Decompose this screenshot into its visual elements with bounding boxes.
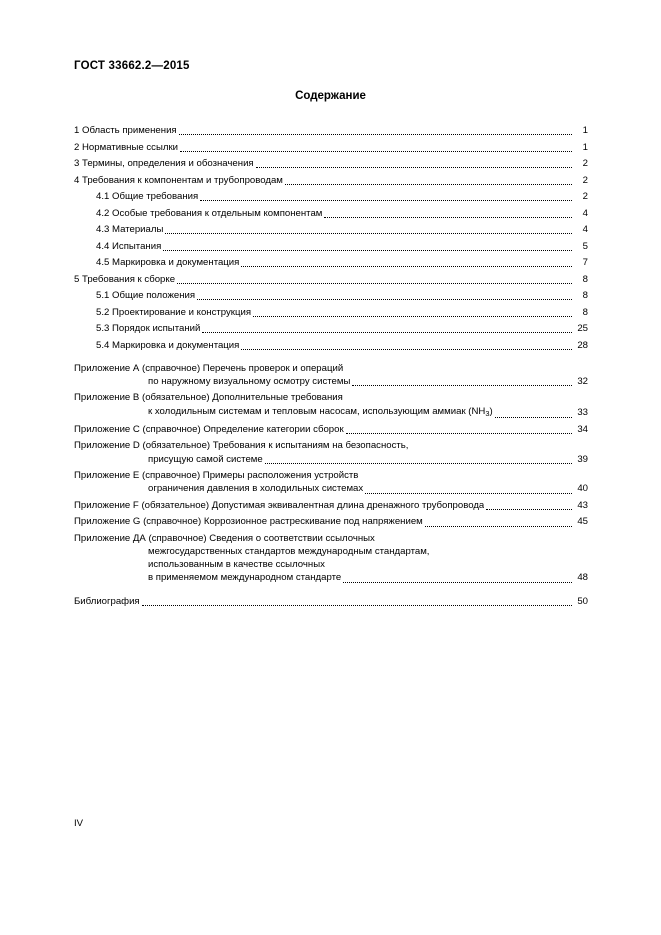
toc-entry-page: 2 xyxy=(582,158,588,169)
toc-entry-label: 5.2 Проектирование и конструкция xyxy=(96,306,252,318)
toc-appendix-entry[interactable] xyxy=(74,532,588,585)
leader-dots xyxy=(324,216,572,218)
toc-entry-page: 8 xyxy=(582,290,588,301)
toc-entry[interactable] xyxy=(74,322,588,335)
toc-appendix-page: 33 xyxy=(577,407,588,419)
toc-entry[interactable] xyxy=(74,240,588,253)
toc-appendix-page: 32 xyxy=(577,375,588,387)
leader-dots xyxy=(343,581,572,583)
leader-dots xyxy=(495,416,572,418)
toc-entry-page: 2 xyxy=(582,174,588,186)
toc-appendix-page: 40 xyxy=(577,483,588,495)
toc-bibliography-label: Библиография xyxy=(74,595,140,607)
leader-dots xyxy=(346,432,572,434)
page-title: Содержание xyxy=(295,90,366,102)
leader-dots xyxy=(165,232,572,234)
toc-bibliography-page: 50 xyxy=(577,595,588,607)
toc-entry-page: 28 xyxy=(577,339,588,351)
toc-entry-label: 2 Нормативные ссылки xyxy=(74,141,179,153)
toc-bibliography-entry[interactable] xyxy=(74,595,588,608)
leader-dots xyxy=(285,183,572,185)
leader-dots xyxy=(180,150,572,152)
toc-appendix-line: межгосударственных стандартов международным стандартам, xyxy=(148,546,430,558)
leader-dots xyxy=(425,525,572,527)
toc-entry[interactable] xyxy=(74,207,588,220)
toc-entry[interactable] xyxy=(74,289,588,302)
leader-dots xyxy=(163,249,572,251)
leader-dots xyxy=(486,508,572,510)
toc-entry-page: 8 xyxy=(582,306,588,318)
toc-appendix-entry[interactable] xyxy=(74,499,588,512)
toc-entry-label: 3 Термины, определения и обозначения xyxy=(74,158,254,169)
leader-dots xyxy=(253,315,572,317)
toc-entry[interactable] xyxy=(74,174,588,187)
toc-entry-page: 2 xyxy=(582,191,588,202)
toc-appendix-page: 45 xyxy=(577,516,588,528)
toc-entry[interactable] xyxy=(74,256,588,269)
toc-entry[interactable] xyxy=(74,141,588,154)
toc-appendix-entry[interactable] xyxy=(74,391,588,419)
toc-entry-label: 4.1 Общие требования xyxy=(96,191,199,202)
leader-dots xyxy=(197,298,572,300)
toc-entry-page: 4 xyxy=(582,207,588,219)
leader-dots xyxy=(241,348,572,350)
toc-appendix-line: по наружному визуальному осмотру системы xyxy=(148,375,351,387)
toc-entry[interactable] xyxy=(74,223,588,236)
toc-appendix-line: к холодильным системам и тепловым насосам, использующим аммиак $(NH_3)$ xyxy=(148,405,493,418)
toc-entry[interactable] xyxy=(74,339,588,352)
toc-entry-label: 5.1 Общие положения xyxy=(96,290,196,301)
toc-appendix-line: использованным в качестве ссылочных xyxy=(148,559,325,571)
toc-appendix-line: Приложение С (справочное) Определение категории сборок xyxy=(74,423,344,435)
toc-entry-label: 4.3 Материалы xyxy=(96,224,164,235)
toc-appendix-line: в применяемом международном стандарте xyxy=(148,572,342,584)
toc-entry-label: 4.4 Испытания xyxy=(96,240,162,252)
page-folio: IV xyxy=(74,818,84,829)
toc-entry-label: 5 Требования к сборке xyxy=(74,273,176,285)
toc-appendix-entry[interactable] xyxy=(74,362,588,388)
toc-appendix-entry[interactable] xyxy=(74,439,588,465)
toc-appendix-line: Приложение D (обязательное) Требования к испытаниям на безопасность, xyxy=(74,440,409,452)
toc-appendix-line: Приложение G (справочное) Коррозионное растрескивание под напряжением xyxy=(74,516,423,528)
toc-entry[interactable] xyxy=(74,273,588,286)
toc-appendix-line: Приложение ДА (справочное) Сведения о соответствии ссылочных xyxy=(74,532,375,544)
leader-dots xyxy=(256,166,572,168)
toc-entry-page: 8 xyxy=(582,273,588,285)
leader-dots xyxy=(365,492,572,494)
toc-appendix-line: Приложение А (справочное) Перечень проверок и операций xyxy=(74,362,344,374)
toc-appendix-entry[interactable] xyxy=(74,423,588,436)
toc-entry-label: 5.3 Порядок испытаний xyxy=(96,323,201,334)
toc-appendix-entry[interactable] xyxy=(74,469,588,495)
leader-dots xyxy=(179,133,572,135)
standard-number: ГОСТ 33662.2—2015 xyxy=(74,60,190,72)
leader-dots xyxy=(265,462,572,464)
toc-entry-label: 4 Требования к компонентам и трубопроводам xyxy=(74,174,283,186)
toc-entry-page: 1 xyxy=(582,141,588,153)
toc-entry-page: 4 xyxy=(582,224,588,235)
toc-entry-page: 1 xyxy=(582,125,588,136)
leader-dots xyxy=(241,265,572,267)
toc-entry-page: 7 xyxy=(582,257,588,268)
toc-entry-label: 4.2 Особые требования к отдельным компонентам xyxy=(96,207,323,219)
leader-dots xyxy=(352,384,572,386)
toc-entry[interactable] xyxy=(74,190,588,203)
toc-appendix-page: 34 xyxy=(577,423,588,435)
toc-entry-label: 4.5 Маркировка и документация xyxy=(96,257,240,268)
toc-appendix-page: 48 xyxy=(577,572,588,584)
toc-appendix-page: 43 xyxy=(577,499,588,511)
table-of-contents xyxy=(74,124,588,611)
leader-dots xyxy=(202,331,572,333)
leader-dots xyxy=(177,282,572,284)
toc-entry-label: 1 Область применения xyxy=(74,125,177,136)
toc-appendix-page: 39 xyxy=(577,453,588,465)
leader-dots xyxy=(200,199,572,201)
toc-appendix-entry[interactable] xyxy=(74,515,588,528)
toc-entry[interactable] xyxy=(74,124,588,137)
toc-appendix-line: ограничения давления в холодильных системах xyxy=(148,483,364,495)
toc-entry[interactable] xyxy=(74,157,588,170)
leader-dots xyxy=(142,604,572,606)
toc-entry-page: 25 xyxy=(577,323,588,334)
toc-appendix-line: Приложение F (обязательное) Допустимая эквивалентная длина дренажного трубопровода xyxy=(74,499,485,511)
toc-appendix-line: Приложение В (обязательное) Дополнительные требования xyxy=(74,392,343,404)
toc-appendix-line: Приложение Е (справочное) Примеры расположения устройств xyxy=(74,470,359,482)
toc-entry[interactable] xyxy=(74,306,588,319)
toc-entry-page: 5 xyxy=(582,240,588,252)
toc-appendix-line: присущую самой системе xyxy=(148,453,263,465)
toc-entry-label: 5.4 Маркировка и документация xyxy=(96,339,240,351)
